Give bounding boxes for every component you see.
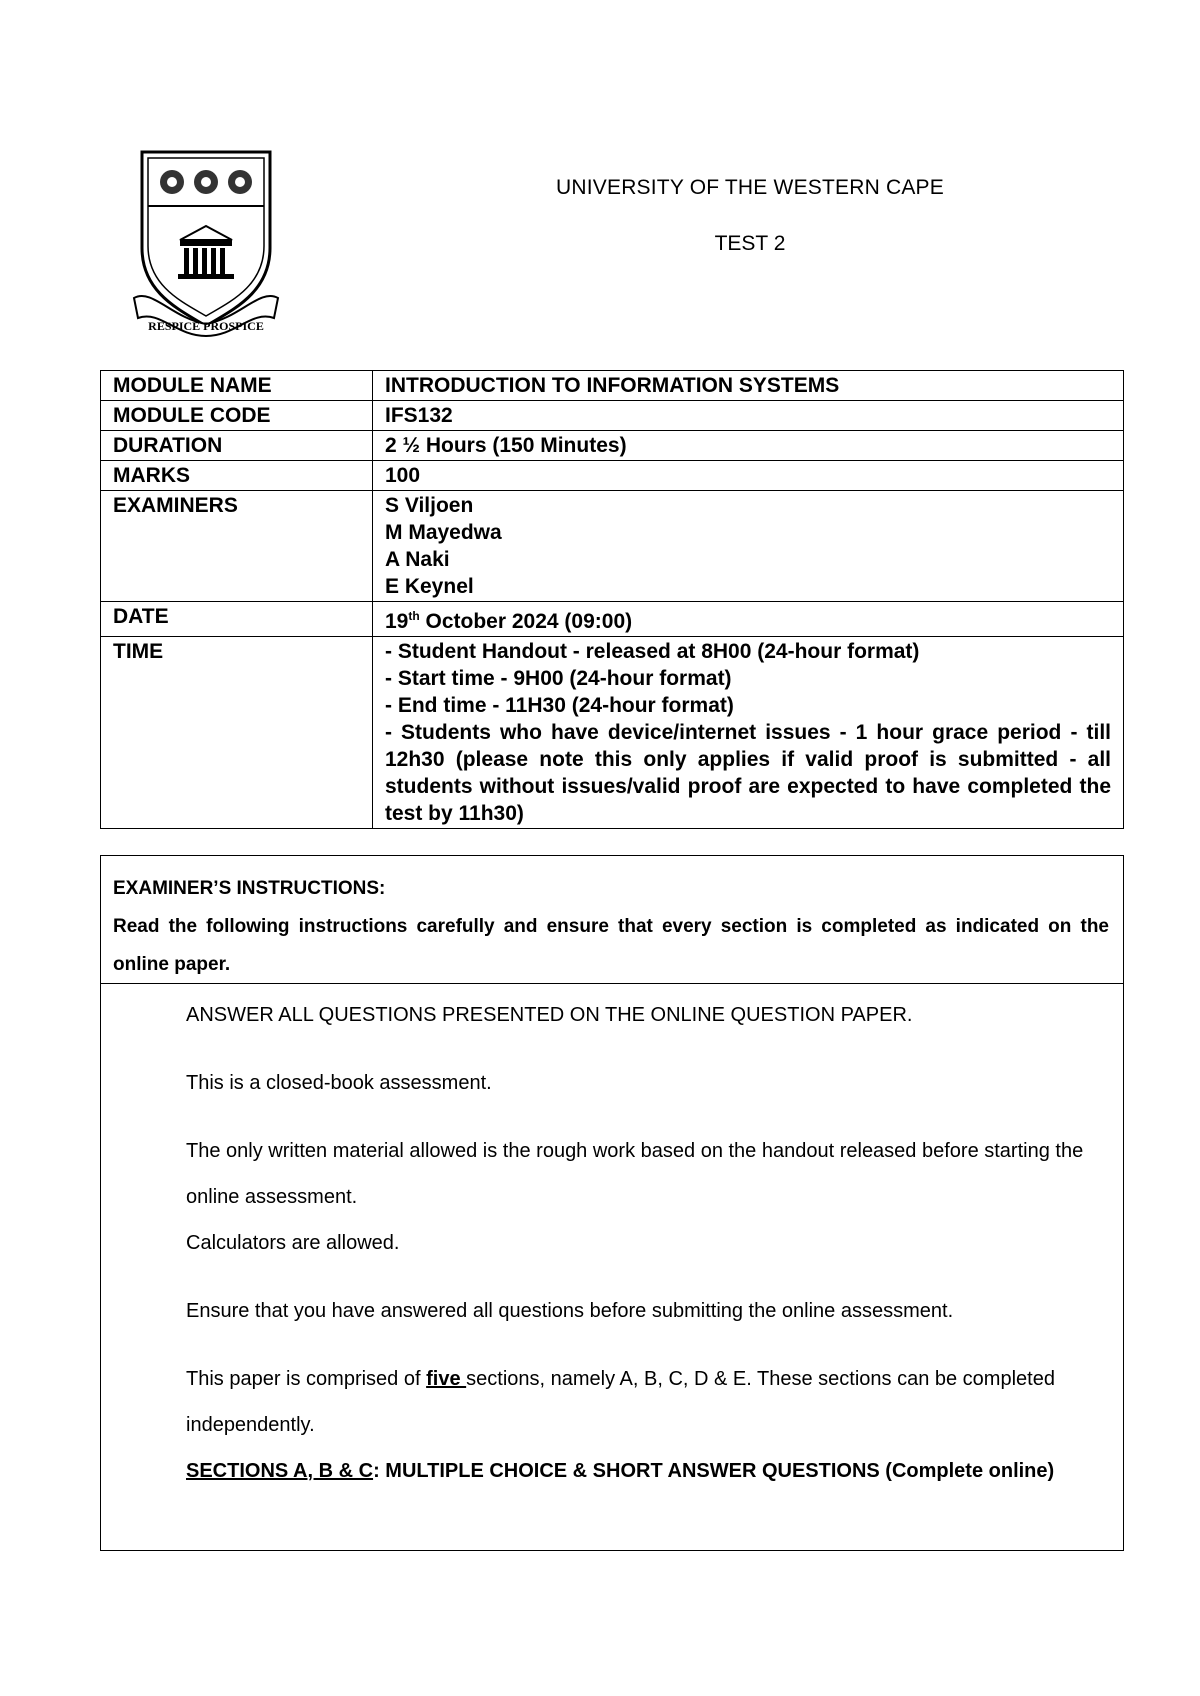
examiner-name: M Mayedwa <box>385 521 502 544</box>
examiner-name: S Viljoen <box>385 494 474 517</box>
date-suffix: th <box>408 609 420 623</box>
sections-post: sections, namely A, B, C, D & E. These sections can be completed independently. <box>186 1368 1055 1436</box>
table-row <box>101 602 1124 637</box>
instruction-item: The only written material allowed is the rough work based on the handout released before starting the online assessment. <box>186 1140 1084 1208</box>
time-line: - Student Handout - released at 8H00 (24-hour format) <box>385 640 920 663</box>
table-row <box>101 461 1124 491</box>
time-label: TIME <box>101 637 373 829</box>
module-name-label: MODULE NAME <box>101 371 373 401</box>
mcq-text: : MULTIPLE CHOICE & SHORT ANSWER QUESTIONS (Complete online) <box>373 1460 1055 1482</box>
module-details-table <box>100 370 1124 829</box>
instruction-item: Ensure that you have answered all questions before submitting the online assessment. <box>186 1300 954 1322</box>
duration-label: DURATION <box>101 431 373 461</box>
instructions-heading: EXAMINER’S INSTRUCTIONS: <box>113 878 386 899</box>
university-name: UNIVERSITY OF THE WESTERN CAPE <box>556 176 944 199</box>
mcq-label: SECTIONS A, B & C <box>186 1460 374 1482</box>
examiner-name: A Naki <box>385 548 450 571</box>
table-row <box>101 401 1124 431</box>
time-value <box>373 637 1124 829</box>
sections-pre: This paper is comprised of <box>186 1368 427 1390</box>
instructions-lead: Read the following instructions carefully and ensure that every section is completed as indicated on the online paper. <box>113 916 1109 975</box>
time-line: - End time - 11H30 (24-hour format) <box>385 694 734 717</box>
module-code-label: MODULE CODE <box>101 401 373 431</box>
divider <box>101 983 1123 984</box>
instruction-item: Calculators are allowed. <box>186 1232 400 1254</box>
table-row <box>101 371 1124 401</box>
module-name-value: INTRODUCTION TO INFORMATION SYSTEMS <box>373 371 1124 401</box>
date-rest: October 2024 (09:00) <box>419 610 633 633</box>
duration-value: 2 ½ Hours (150 Minutes) <box>373 431 1124 461</box>
time-line: - Start time - 9H00 (24-hour format) <box>385 667 732 690</box>
examiner-instructions-box <box>100 855 1124 1551</box>
marks-value: 100 <box>373 461 1124 491</box>
test-title: TEST 2 <box>714 232 786 255</box>
university-crest-logo <box>132 148 280 338</box>
sections-count: five <box>426 1368 467 1390</box>
table-row <box>101 637 1124 829</box>
instruction-item: ANSWER ALL QUESTIONS PRESENTED ON THE ONLINE QUESTION PAPER. <box>186 1004 913 1026</box>
module-code-value: IFS132 <box>373 401 1124 431</box>
time-line: - Students who have device/internet issues - 1 hour grace period - till 12h30 (please note this only applies if valid proof is submitted - all students without issues/valid proof are expected to have completed the test by 11h30) <box>385 721 1111 825</box>
table-row <box>101 431 1124 461</box>
table-row <box>101 491 1124 602</box>
mcq-instruction <box>186 1448 1106 1494</box>
crest-motto: RESPICE PROSPICE <box>148 319 264 333</box>
instruction-item: This is a closed-book assessment. <box>186 1072 492 1094</box>
examiner-name: E Keynel <box>385 575 474 598</box>
examiners-label: EXAMINERS <box>101 491 373 602</box>
date-day: 19 <box>385 610 409 633</box>
sections-instruction <box>186 1356 1106 1448</box>
date-label: DATE <box>101 602 373 637</box>
date-value <box>373 602 1124 637</box>
marks-label: MARKS <box>101 461 373 491</box>
examiners-value <box>373 491 1124 602</box>
